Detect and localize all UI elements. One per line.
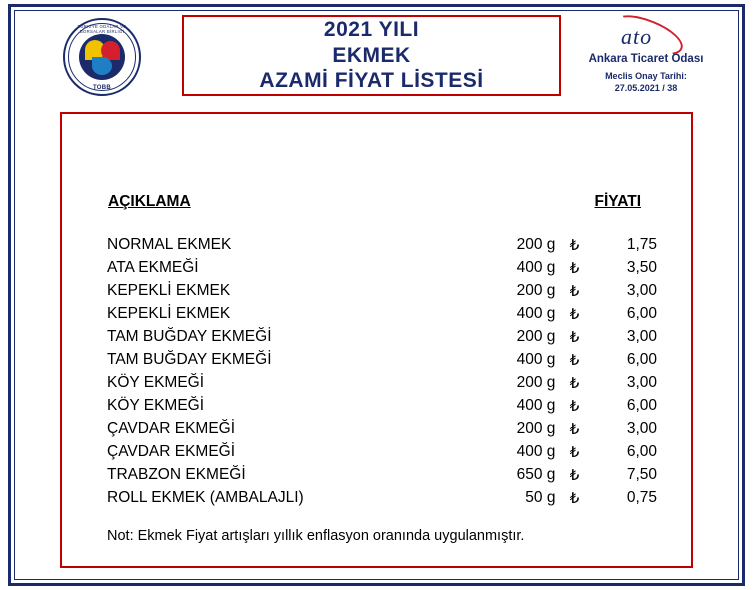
cell-currency: ₺ — [569, 259, 580, 277]
cell-price: 3,00 — [626, 373, 657, 391]
cell-description: TAM BUĞDAY EKMEĞİ — [107, 327, 272, 345]
table-row — [107, 302, 657, 325]
tobb-logo-emblem — [79, 34, 125, 80]
cell-description: ROLL EKMEK (AMBALAJLI) — [107, 488, 304, 506]
cell-weight: 200 g — [516, 281, 556, 299]
title-line-2: EKMEK — [332, 43, 411, 67]
cell-weight: 200 g — [516, 373, 556, 391]
cell-price: 6,00 — [626, 442, 657, 460]
cell-description: TAM BUĞDAY EKMEĞİ — [107, 350, 272, 368]
cell-price: 0,75 — [626, 488, 657, 506]
cell-weight: 400 g — [516, 258, 556, 276]
tobb-logo-blue-shape — [92, 57, 112, 75]
cell-description: ÇAVDAR EKMEĞİ — [107, 442, 236, 460]
document-title-box — [182, 15, 561, 96]
cell-currency: ₺ — [569, 305, 580, 323]
footer-note: Not: Ekmek Fiyat artışları yıllık enflasyon oranında uygulanmıştır. — [107, 528, 525, 544]
cell-price: 6,00 — [626, 350, 657, 368]
cell-description: KEPEKLİ EKMEK — [107, 304, 231, 322]
table-row — [107, 486, 657, 509]
cell-weight: 400 g — [516, 350, 556, 368]
cell-description: TRABZON EKMEĞİ — [107, 465, 246, 483]
cell-currency: ₺ — [569, 351, 580, 369]
column-header-currency — [555, 192, 593, 233]
table-row — [107, 279, 657, 302]
cell-weight: 50 g — [525, 488, 556, 506]
cell-currency: ₺ — [569, 328, 580, 346]
table-row — [107, 256, 657, 279]
column-header-weight — [458, 192, 555, 233]
table-row — [107, 394, 657, 417]
cell-description: KEPEKLİ EKMEK — [107, 281, 231, 299]
cell-weight: 200 g — [516, 327, 556, 345]
cell-price: 1,75 — [626, 235, 657, 253]
cell-description: ÇAVDAR EKMEĞİ — [107, 419, 236, 437]
cell-weight: 650 g — [516, 465, 556, 483]
price-table-container — [107, 192, 681, 509]
table-row — [107, 325, 657, 348]
cell-currency: ₺ — [569, 282, 580, 300]
ato-organization-name: Ankara Ticaret Odası — [588, 52, 704, 65]
title-line-1: 2021 YILI — [323, 18, 420, 42]
cell-price: 3,00 — [626, 281, 657, 299]
table-row — [107, 417, 657, 440]
tobb-logo-ring-top-text: TÜRKİYE ODALAR VE BORSALAR BİRLİĞİ — [77, 24, 127, 34]
cell-weight: 400 g — [516, 396, 556, 414]
ato-logo-icon — [603, 22, 689, 52]
cell-weight: 200 g — [516, 235, 556, 253]
ato-logo-container — [561, 14, 731, 100]
cell-price: 6,00 — [626, 304, 657, 322]
cell-price: 7,50 — [626, 465, 657, 483]
cell-currency: ₺ — [569, 466, 580, 484]
price-table-body — [107, 233, 657, 509]
cell-weight: 400 g — [516, 304, 556, 322]
cell-price: 3,00 — [626, 419, 657, 437]
table-row — [107, 463, 657, 486]
cell-price: 3,00 — [626, 327, 657, 345]
price-table-head — [107, 192, 657, 233]
cell-description: ATA EKMEĞİ — [107, 258, 199, 276]
column-header-description: AÇIKLAMA — [108, 193, 191, 210]
cell-description: KÖY EKMEĞİ — [107, 373, 205, 391]
cell-currency: ₺ — [569, 420, 580, 438]
ato-logo-wordmark: ato — [621, 23, 653, 49]
tobb-logo — [63, 18, 141, 96]
table-row — [107, 371, 657, 394]
cell-currency: ₺ — [569, 443, 580, 461]
table-row — [107, 440, 657, 463]
approval-label: Meclis Onay Tarihi: — [605, 70, 687, 81]
cell-price: 6,00 — [626, 396, 657, 414]
price-list-box — [60, 112, 693, 568]
table-row — [107, 348, 657, 371]
column-header-price: FİYATI — [594, 193, 642, 210]
document-header — [22, 14, 731, 100]
price-table-header-row — [107, 192, 657, 233]
cell-description: NORMAL EKMEK — [107, 235, 232, 253]
table-row — [107, 233, 657, 256]
tobb-logo-ring-bottom-text: TOBB — [92, 85, 112, 91]
cell-weight: 400 g — [516, 442, 556, 460]
cell-price: 3,50 — [626, 258, 657, 276]
cell-currency: ₺ — [569, 374, 580, 392]
approval-info — [605, 71, 687, 94]
cell-currency: ₺ — [569, 236, 580, 254]
logo-left-container — [22, 14, 182, 100]
cell-currency: ₺ — [569, 489, 580, 507]
cell-currency: ₺ — [569, 397, 580, 415]
cell-description: KÖY EKMEĞİ — [107, 396, 205, 414]
cell-weight: 200 g — [516, 419, 556, 437]
price-table — [107, 192, 657, 509]
title-line-3: AZAMİ FİYAT LİSTESİ — [259, 69, 484, 93]
approval-value: 27.05.2021 / 38 — [614, 82, 678, 93]
